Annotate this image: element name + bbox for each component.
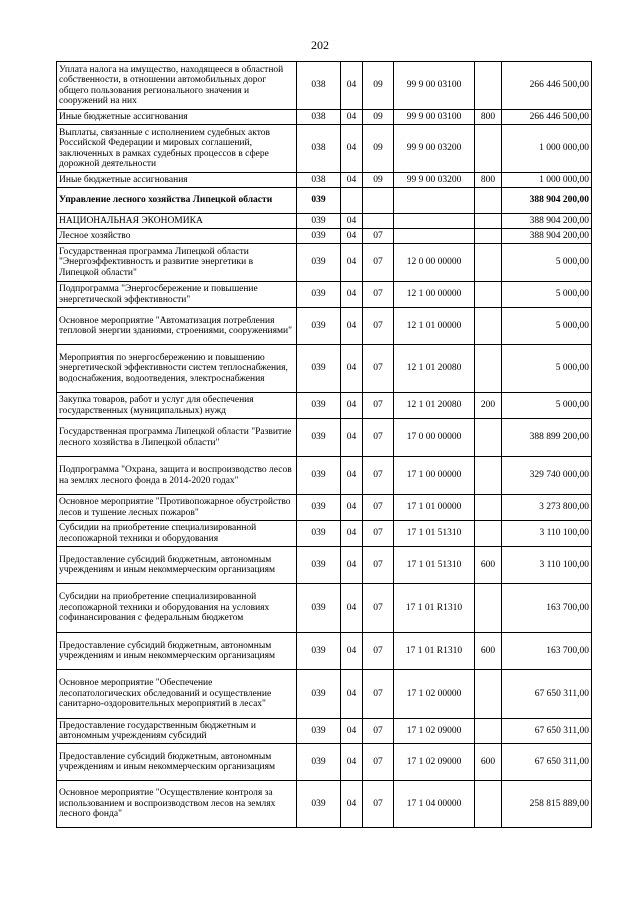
cell-name: Предоставление субсидий бюджетным, автономным учреждениям и иным некоммерческим организациям [57, 633, 297, 670]
cell-amount: 67 650 311,00 [502, 719, 592, 744]
cell-amount: 3 110 100,00 [502, 521, 592, 547]
cell-expense-kind: 800 [475, 110, 502, 125]
budget-table [56, 61, 592, 828]
cell-target-article: 17 1 02 09000 [394, 744, 475, 781]
cell-target-article: 99 9 00 03100 [394, 62, 475, 110]
cell-subsection: 07 [363, 419, 394, 457]
cell-expense-kind [475, 419, 502, 457]
cell-ministry-code: 039 [297, 419, 341, 457]
table-body [57, 62, 592, 828]
cell-expense-kind [475, 244, 502, 282]
cell-name: Государственная программа Липецкой области "Энергоэффективность и развитие энергетики в Липецкой области" [57, 244, 297, 282]
cell-target-article: 17 1 01 51310 [394, 547, 475, 584]
cell-section: 04 [341, 345, 363, 393]
cell-amount: 388 899 200,00 [502, 419, 592, 457]
cell-section: 04 [341, 744, 363, 781]
cell-subsection: 07 [363, 670, 394, 719]
cell-target-article: 17 0 00 00000 [394, 419, 475, 457]
cell-ministry-code: 039 [297, 457, 341, 495]
cell-target-article: 12 1 01 20080 [394, 393, 475, 419]
cell-section: 04 [341, 670, 363, 719]
cell-subsection: 07 [363, 584, 394, 633]
cell-expense-kind [475, 719, 502, 744]
table-row [57, 419, 592, 457]
cell-name: Предоставление государственным бюджетным и автономным учреждениям субсидий [57, 719, 297, 744]
cell-target-article: 17 1 01 R1310 [394, 584, 475, 633]
cell-section: 04 [341, 393, 363, 419]
cell-amount: 163 700,00 [502, 633, 592, 670]
cell-section: 04 [341, 244, 363, 282]
cell-target-article: 99 9 00 03100 [394, 110, 475, 125]
cell-subsection: 07 [363, 744, 394, 781]
cell-target-article: 12 1 01 20080 [394, 345, 475, 393]
cell-subsection: 07 [363, 457, 394, 495]
cell-subsection: 09 [363, 125, 394, 173]
cell-name: Закупка товаров, работ и услуг для обеспечения государственных (муниципальных) нужд [57, 393, 297, 419]
table-row [57, 188, 592, 214]
table-row [57, 547, 592, 584]
cell-ministry-code: 039 [297, 308, 341, 345]
cell-name: Государственная программа Липецкой области "Развитие лесного хозяйства в Липецкой области" [57, 419, 297, 457]
cell-subsection: 07 [363, 229, 394, 244]
cell-ministry-code: 039 [297, 345, 341, 393]
cell-subsection: 07 [363, 633, 394, 670]
table-row [57, 282, 592, 308]
cell-amount: 5 000,00 [502, 308, 592, 345]
cell-amount: 266 446 500,00 [502, 62, 592, 110]
table-row [57, 719, 592, 744]
cell-section: 04 [341, 62, 363, 110]
cell-amount: 5 000,00 [502, 282, 592, 308]
table-row [57, 229, 592, 244]
cell-section: 04 [341, 584, 363, 633]
cell-ministry-code: 039 [297, 495, 341, 521]
cell-amount: 163 700,00 [502, 584, 592, 633]
cell-subsection: 07 [363, 781, 394, 828]
cell-name: Основное мероприятие "Противопожарное обустройство лесов и тушение лесных пожаров" [57, 495, 297, 521]
cell-subsection: 09 [363, 62, 394, 110]
cell-expense-kind: 600 [475, 744, 502, 781]
cell-amount: 5 000,00 [502, 345, 592, 393]
cell-subsection: 09 [363, 173, 394, 188]
cell-ministry-code: 039 [297, 781, 341, 828]
cell-ministry-code: 039 [297, 670, 341, 719]
cell-target-article [394, 188, 475, 214]
cell-section: 04 [341, 419, 363, 457]
cell-amount: 258 815 889,00 [502, 781, 592, 828]
cell-subsection: 07 [363, 308, 394, 345]
cell-amount: 266 446 500,00 [502, 110, 592, 125]
cell-section [341, 188, 363, 214]
cell-subsection [363, 214, 394, 229]
cell-target-article: 17 1 01 51310 [394, 521, 475, 547]
cell-name: Основное мероприятие "Осуществление контроля за использованием и воспроизводством лесов на землях лесного фонда" [57, 781, 297, 828]
cell-target-article: 12 1 00 00000 [394, 282, 475, 308]
cell-subsection: 07 [363, 521, 394, 547]
cell-name: Иные бюджетные ассигнования [57, 173, 297, 188]
cell-subsection: 07 [363, 393, 394, 419]
cell-subsection: 07 [363, 345, 394, 393]
cell-amount: 388 904 200,00 [502, 229, 592, 244]
cell-section: 04 [341, 781, 363, 828]
cell-ministry-code: 039 [297, 244, 341, 282]
table-row [57, 125, 592, 173]
cell-amount: 388 904 200,00 [502, 214, 592, 229]
cell-ministry-code: 039 [297, 282, 341, 308]
cell-ministry-code: 039 [297, 719, 341, 744]
cell-section: 04 [341, 173, 363, 188]
cell-section: 04 [341, 633, 363, 670]
cell-ministry-code: 038 [297, 125, 341, 173]
cell-target-article: 12 1 01 00000 [394, 308, 475, 345]
cell-amount: 67 650 311,00 [502, 670, 592, 719]
table-row [57, 308, 592, 345]
cell-expense-kind [475, 188, 502, 214]
table-row [57, 495, 592, 521]
cell-target-article [394, 214, 475, 229]
cell-expense-kind: 800 [475, 173, 502, 188]
cell-subsection: 07 [363, 244, 394, 282]
cell-amount: 3 110 100,00 [502, 547, 592, 584]
cell-expense-kind [475, 781, 502, 828]
cell-expense-kind [475, 282, 502, 308]
cell-subsection: 07 [363, 282, 394, 308]
cell-target-article: 17 1 00 00000 [394, 457, 475, 495]
cell-section: 04 [341, 521, 363, 547]
cell-section: 04 [341, 110, 363, 125]
cell-name: Основное мероприятие "Автоматизация потребления тепловой энергии зданиями, строениями, сооружениями" [57, 308, 297, 345]
cell-subsection: 07 [363, 547, 394, 584]
cell-name: Лесное хозяйство [57, 229, 297, 244]
cell-section: 04 [341, 125, 363, 173]
cell-expense-kind [475, 670, 502, 719]
cell-amount: 67 650 311,00 [502, 744, 592, 781]
table-row [57, 744, 592, 781]
table-row [57, 393, 592, 419]
cell-target-article: 17 1 01 00000 [394, 495, 475, 521]
table-row [57, 781, 592, 828]
cell-ministry-code: 039 [297, 584, 341, 633]
cell-ministry-code: 038 [297, 173, 341, 188]
cell-name: Основное мероприятие "Обеспечение лесопатологических обследований и осуществление санитарно-оздоровительных мероприятий в лесах" [57, 670, 297, 719]
cell-target-article: 17 1 01 R1310 [394, 633, 475, 670]
cell-target-article: 99 9 00 03200 [394, 125, 475, 173]
cell-amount: 5 000,00 [502, 244, 592, 282]
cell-section: 04 [341, 719, 363, 744]
table-row [57, 670, 592, 719]
table-row [57, 345, 592, 393]
cell-expense-kind [475, 495, 502, 521]
cell-name: Субсидии на приобретение специализированной лесопожарной техники и оборудования [57, 521, 297, 547]
cell-expense-kind [475, 457, 502, 495]
table-row [57, 214, 592, 229]
cell-ministry-code: 039 [297, 229, 341, 244]
cell-amount: 1 000 000,00 [502, 173, 592, 188]
cell-section: 04 [341, 282, 363, 308]
cell-subsection: 07 [363, 719, 394, 744]
cell-target-article: 99 9 00 03200 [394, 173, 475, 188]
cell-target-article: 17 1 02 09000 [394, 719, 475, 744]
cell-ministry-code: 039 [297, 521, 341, 547]
cell-name: Управление лесного хозяйства Липецкой области [57, 188, 297, 214]
cell-amount: 5 000,00 [502, 393, 592, 419]
table-row [57, 457, 592, 495]
cell-name: Предоставление субсидий бюджетным, автономным учреждениям и иным некоммерческим организациям [57, 547, 297, 584]
cell-subsection: 07 [363, 495, 394, 521]
page-number: 202 [311, 38, 329, 52]
cell-section: 04 [341, 308, 363, 345]
table-row [57, 244, 592, 282]
cell-ministry-code: 039 [297, 214, 341, 229]
cell-subsection [363, 188, 394, 214]
table-row [57, 110, 592, 125]
cell-name: Иные бюджетные ассигнования [57, 110, 297, 125]
cell-amount: 329 740 000,00 [502, 457, 592, 495]
cell-expense-kind [475, 214, 502, 229]
cell-ministry-code: 039 [297, 547, 341, 584]
cell-ministry-code: 039 [297, 633, 341, 670]
cell-name: Подпрограмма "Охрана, защита и воспроизводство лесов на землях лесного фонда в 2014-2020 годах" [57, 457, 297, 495]
cell-expense-kind: 600 [475, 547, 502, 584]
cell-ministry-code: 039 [297, 188, 341, 214]
cell-subsection: 09 [363, 110, 394, 125]
table-row [57, 633, 592, 670]
cell-ministry-code: 039 [297, 393, 341, 419]
cell-name: Выплаты, связанные с исполнением судебных актов Российской Федерации и мировых соглашений, заключенных в рамках судебных процессов в сфере дорожной деятельности [57, 125, 297, 173]
cell-section: 04 [341, 229, 363, 244]
cell-amount: 1 000 000,00 [502, 125, 592, 173]
table-row [57, 521, 592, 547]
cell-section: 04 [341, 214, 363, 229]
cell-name: Субсидии на приобретение специализированной лесопожарной техники и оборудования на условиях софинансирования с федеральным бюджетом [57, 584, 297, 633]
cell-amount: 388 904 200,00 [502, 188, 592, 214]
table-row [57, 173, 592, 188]
cell-section: 04 [341, 457, 363, 495]
table-row [57, 584, 592, 633]
cell-name: Уплата налога на имущество, находящееся в областной собственности, в отношении автомобильных дорог общего пользования регионального значения и сооружений на них [57, 62, 297, 110]
cell-expense-kind: 600 [475, 633, 502, 670]
cell-ministry-code: 038 [297, 62, 341, 110]
cell-ministry-code: 039 [297, 744, 341, 781]
cell-expense-kind [475, 229, 502, 244]
cell-ministry-code: 038 [297, 110, 341, 125]
cell-amount: 3 273 800,00 [502, 495, 592, 521]
cell-expense-kind: 200 [475, 393, 502, 419]
cell-target-article: 17 1 04 00000 [394, 781, 475, 828]
cell-target-article [394, 229, 475, 244]
cell-expense-kind [475, 584, 502, 633]
cell-name: НАЦИОНАЛЬНАЯ ЭКОНОМИКА [57, 214, 297, 229]
cell-section: 04 [341, 495, 363, 521]
table-row [57, 62, 592, 110]
cell-target-article: 12 0 00 00000 [394, 244, 475, 282]
cell-expense-kind [475, 62, 502, 110]
cell-expense-kind [475, 345, 502, 393]
cell-expense-kind [475, 308, 502, 345]
cell-name: Предоставление субсидий бюджетным, автономным учреждениям и иным некоммерческим организациям [57, 744, 297, 781]
cell-target-article: 17 1 02 00000 [394, 670, 475, 719]
cell-name: Подпрограмма "Энергосбережение и повышение энергетической эффективности" [57, 282, 297, 308]
cell-section: 04 [341, 547, 363, 584]
cell-expense-kind [475, 521, 502, 547]
cell-expense-kind [475, 125, 502, 173]
cell-name: Мероприятия по энергосбережению и повышению энергетической эффективности систем теплоснабжения, водоснабжения, водоотведения, электроснабжения [57, 345, 297, 393]
